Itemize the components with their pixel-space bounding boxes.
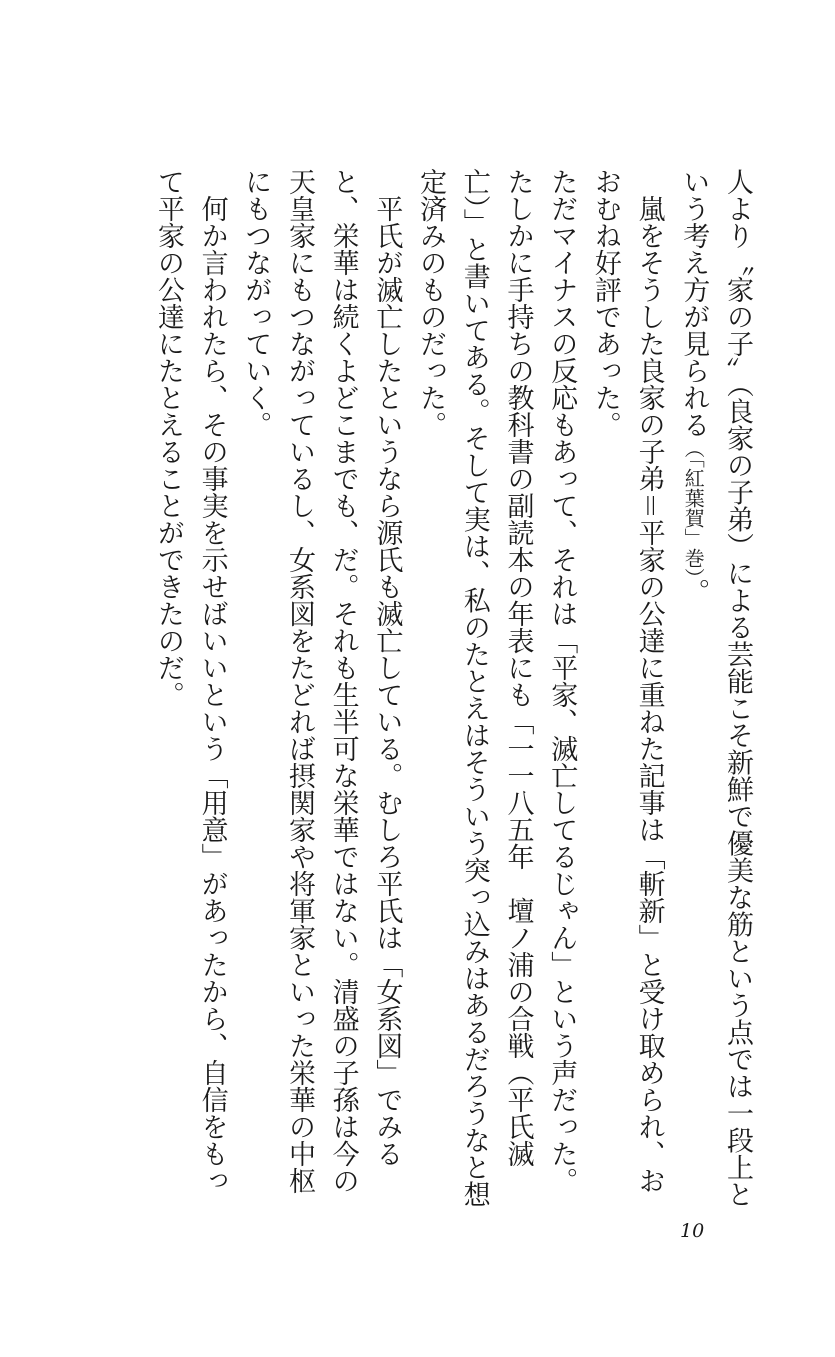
paragraph-5-text: 何か言われたら、その事実を示せばいいという「用意」があったから、自信をもって平家の公達にたとえることができたのだ。 — [152, 168, 228, 1194]
page-number: 10 — [680, 1220, 705, 1242]
paragraph-4 — [234, 168, 409, 1218]
paragraph-5 — [146, 168, 233, 1218]
paragraph-1-inline-note: （「紅葉賀」巻） — [681, 438, 706, 578]
paragraph-1 — [671, 168, 759, 1218]
paragraph-3-text: ただマイナスの反応もあって、それは「平家、滅亡してるじゃん」という声だった。たしかに手持ちの教科書の副読本の年表にも「一一八五年 壇ノ浦の合戦（平氏滅亡）」と書いてある。そして実は、私のたとえはそういう突っ込みはあるだろうなと想定済みのものだった。 — [415, 168, 578, 1208]
paragraph-1-text-a: 人より〝家の子〟（良家の子弟）による芸能こそ新鮮で優美な筋という点では一段上という考え方が見られる — [678, 168, 753, 1208]
paragraph-3 — [408, 168, 583, 1218]
paragraph-1-text-b: 。 — [678, 578, 710, 605]
paragraph-2-text: 嵐をそうした良家の子弟＝平家の公達に重ねた記事は「斬新」と受け取められ、おおむね好評であった。 — [589, 168, 665, 1194]
paragraph-2 — [583, 168, 670, 1218]
paragraph-4-text: 平氏が滅亡したというなら源氏も滅亡している。むしろ平氏は「女系図」でみると、栄華は続くよどこまでも、だ。それも生半可な栄華ではない。清盛の子孫は今の天皇家にもつながっているし、女系図をたどれば摂関家や将軍家といった栄華の中枢にもつながっていく。 — [240, 168, 403, 1194]
vertical-text-body — [129, 168, 759, 1218]
